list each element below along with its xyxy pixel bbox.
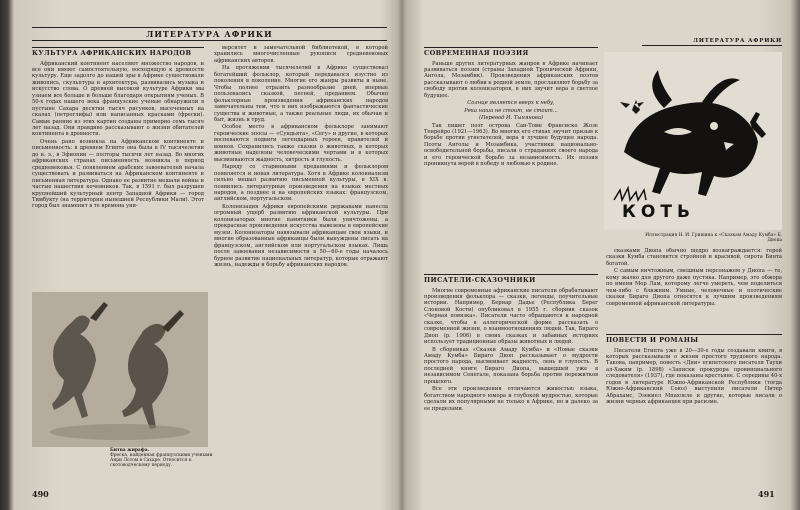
running-head: ЛИТЕРАТУРА АФРИКИ <box>642 38 782 46</box>
left-column-2 <box>214 45 388 470</box>
paragraph: Очень рано возникла на Африканском континенте и письменность: в древнем Египте она была в IV тысячелетии до н. э., в Эфиопии — полторы тысячи лет назад. Во многих африканских странах письменность возникла в период средневековья. С появлением арабских завоевателей начала существовать и развиваться на Африканском континенте и письменная литература. Однако ее развитие мешали войны и частые нашествия кочевников. Так, в 1591 г. был разрушен крупнейший культурный центр Западной Африки — город Тимбукту (на территории нынешней Республики Мали). Этот город был знаменит в те времена уни- <box>32 138 204 210</box>
left-page <box>14 0 398 510</box>
page-number: 490 <box>32 489 49 499</box>
article-heading: СОВРЕМЕННАЯ ПОЭЗИЯ <box>424 47 598 58</box>
caption-text: Фреска, найденная французскими учеными Анри Лотом в Сахаре. Относится к скотоводческому периоду. <box>110 453 213 468</box>
right-column-1-lower <box>424 272 598 490</box>
paragraph: Особое место в африканском фольклоре занимают героические эпосы — «Сундьята», «Сегу» и другие, в которых воспеваются подвиги легендарных героев, правителей и воинов. Сохранились также сказки о животных, в которых животные наделены человеческими чертами и в которых высмеиваются жадность, хитрость и глупость. <box>214 124 388 163</box>
paragraph: Так пишет поэт острова Сан-Томе Франсиско Жозе Тенрейро (1921—1963). Во многих его стихах звучит призыв к борьбе против угнетателей, вера в лучшее будущее народа. Поэты Анголы и Мозамбика, участники национально-освободительной борьбы, писали о страданиях своего народа и его героической борьбе за независимость. Их поэзия проникнута верой в победу и любовью к родине. <box>424 122 598 168</box>
paragraph: верситет и замечательной библиотекой, в которой хранились многочисленные рукописи средневековых африканских авторов. <box>214 45 388 64</box>
left-column-1 <box>32 45 204 283</box>
paragraph: Раньше других литературных жанров в Африке начинает развиваться поэзия (страны Западной Тропической Африки, Ангола, Мозамбик). Произведения африканских поэтов рассказывают о любви к родной земле, прославляют борьбу за свободу против колонизаторов, в них звучит вера в светлое будущее. <box>424 60 598 99</box>
article-heading: КУЛЬТУРА АФРИКАНСКИХ НАРОДОВ <box>32 47 204 58</box>
paragraph: сказками Диопа обычно щедро вознаграждается: герой сказки Кумба становится стройной и красивой, сирота Бинта богатой. <box>606 248 782 267</box>
right-column-2-lower <box>606 332 782 482</box>
giraffe-fresco-image <box>32 292 208 447</box>
paragraph: Все эти произведения отличаются живостью языка, богатством народного юмора и глубокой мудростью, которые сделали их популярными не только в Африке, но и далеко за ее пределами. <box>424 386 598 412</box>
right-column-2 <box>606 248 782 328</box>
right-column-1 <box>424 45 598 267</box>
page-number: 491 <box>758 489 775 499</box>
article-heading: ПОВЕСТИ И РОМАНЫ <box>606 334 782 345</box>
poem-attribution: (Перевод И. Тынянова) <box>478 115 544 122</box>
paragraph: Писатели Египта уже в 20—30-е годы создавали книги, в которых рассказывали о жизни простого трудового народа. Такова, например, повесть «Дни» египетского писателя Таухи ал-Хаким (р. 1898) «Записки прокурора провинциального следователя» (1937), где показаны крестьяне. С середины 40-х годов в литературе Южно-Африканской Республики (тогда Южно-Африканский Союз) выступили писатели Питер Абрахамс, Эзекиел Мпахлеле и другие, которые писали о жизни черных африканцев при расизме. <box>606 347 782 406</box>
poem-line: Солнце является вверх к небу, <box>467 100 555 107</box>
figure-caption <box>110 448 214 468</box>
fresco-illustration <box>32 292 208 447</box>
illustration-image <box>604 52 782 230</box>
right-page <box>406 0 786 510</box>
poem-line: Река наша не стоит, не стоит... <box>464 107 558 114</box>
illustration-caption: Иллюстрация Н. И. Гришина к «Сказкам Амаду Кумба» Б. Диопа <box>645 233 782 243</box>
paragraph: Колонизация Африки европейскими державами нанесла огромный ущерб развитию африканской культуры. При колонизаторах многие памятники были уничтожены, а прекрасные произведения искусства вывезены в европейские музеи. Колонизаторы навязывали африканцам свои языки, и многие образованные африканцы были вынуждены писать на французском, английском или португальском языках. Лишь после завоевания независимости в 50—60-е годы началось бурное развитие национальных литератур, которые отражают жизнь, надежды и борьбу африканских народов. <box>214 203 388 268</box>
illustration-word: КОТЬ <box>622 202 695 222</box>
paragraph: С самым ничтожным, смешным персонажем у Диопа — те, кому жалко для другого даже пустяка. Например, это обжора по имени Мор Лам, которому легче умереть, чем поделиться чем-либо с ближним. Умные, человечные и поэтические сказки Бираго Диопа относятся к лучшим произведениям современной африканской литературы. <box>606 268 782 307</box>
paragraph: Многие современные африканские писатели обрабатывают произведения фольклора — сказки, легенды, поучительные истории. Например, Бернар Дадье (Республика Берег Слоновой Кости) опубликовал в 1955 г. сборник сказок «Черная повязка». Писатели часто обращаются к народной сказке, чтобы в аллегорической форме рассказать о современной жизни, о взаимоотношениях людей. Так, Бираго Диоп (р. 1906) в своих сказках и забавных историях использует традиционные образы животных и людей. <box>424 287 598 346</box>
paragraph: Африканский континент населяют множество народов, и все они имеют самостоятельную, восходящую к древности культуру. Еще задолго до нашей эры в Африке существовали живопись, скульптура и архитектура, развивались музыка и искусство слова. О древней высокой культуре Африки мы узнаем все больше и больше благодаря открытиям ученых. В 50-х годах нашего века французские ученые обнаружили в пустыне Сахара десятки тысяч рисунков, высеченных на скалах (петроглифы) или написанных красками (фрески). Самые ранние из этих картин созданы примерно семь тысяч лет назад. Они правдиво рассказывают о жизни обитателей континента в древности. <box>32 60 204 138</box>
paragraph: На протяжении тысячелетий в Африке существовал богатейший фольклор, который передавался изустно из поколения в поколение. Многие его жанры развиты и ныне. Чтобы полнее отразить разнообразие дней, впервые пользовались сказкой, песней, преданием. Обычно фольклорные произведения африканских народов замечательны тем, что в них изображаются фантастические существа и животные, а также реальные люди, их обычаи и быт, жизнь и труд. <box>214 65 388 123</box>
section-title: ЛИТЕРАТУРА АФРИКИ <box>32 27 387 41</box>
article-heading: ПИСАТЕЛИ-СКАЗОЧНИКИ <box>424 274 598 285</box>
paragraph: Наряду со старинными преданиями и фольклором появляется и новая литература. Хотя в Африке колониализм сильно мешал развитию письменной культуры, в XIX в. появились литературные произведения на языках местных народов, а позднее и на европейских языках: французском, английском, португальском. <box>214 164 388 203</box>
caption-title: Битва жирафа. <box>110 448 150 453</box>
paragraph: В сборниках «Сказки Амаду Кумба» и «Новые сказки Амаду Кумба» Бираго Диоп рассказывает о мудрости простого народа, высмеивает жадность, лень и глупость. В последней книге Бираго Диопа, вышедшей уже в независимом Сенегале, показана борьба против пережитков прошлого. <box>424 346 598 385</box>
